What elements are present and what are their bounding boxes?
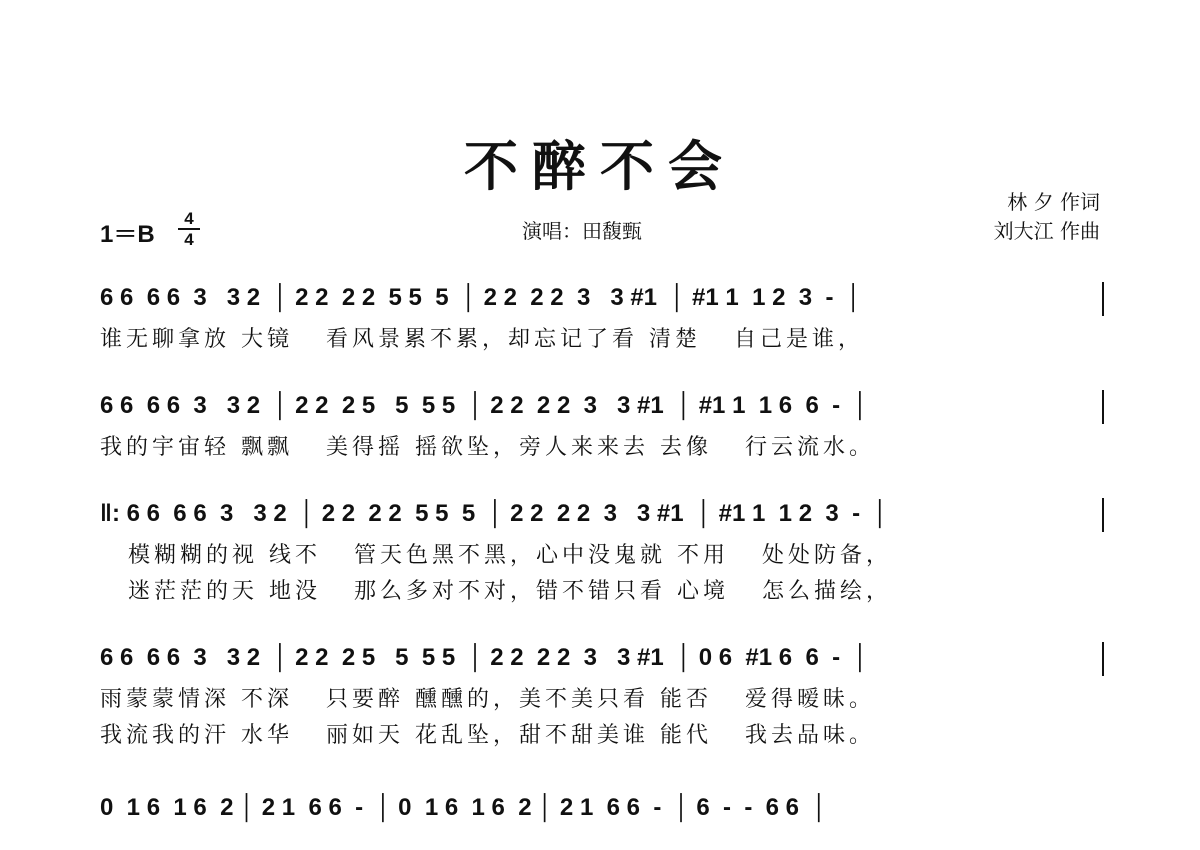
time-signature — [178, 210, 200, 248]
lyric-line-2: 我的宇宙轻 飘飘 美得摇 摇欲坠，旁人来来去 去像 行云流水。 — [100, 435, 875, 460]
lyric-line-1: 谁无聊拿放 大镜 看风景累不累，却忘记了看 清楚 自己是谁， — [100, 327, 864, 352]
notation-line-2: 6 6 6 6 3 3 2 │ 2 2 2 5 5 5 5 │ 2 2 2 2 3 3 #1 │ #1 1 1 6 6 - │ — [100, 392, 869, 419]
barline — [1102, 390, 1104, 424]
notation-line-4: 6 6 6 6 3 3 2 │ 2 2 2 5 5 5 5 │ 2 2 2 2 3 3 #1 │ 0 6 #1 6 6 - │ — [100, 644, 869, 671]
notation-line-3: ‖: 6 6 6 6 3 3 2 │ 2 2 2 2 5 5 5 │ 2 2 2 2 3 3 #1 │ #1 1 1 2 3 - │ — [100, 500, 889, 527]
notation-line-5: 0 1 6 1 6 2 │ 2 1 6 6 - │ 0 1 6 1 6 2 │ 2 1 6 6 - │ 6 - - 6 6 │ — [100, 794, 828, 821]
lyricist-credit: 林 夕 作词 — [1007, 190, 1100, 214]
composer-credit: 刘大江 作曲 — [993, 219, 1100, 243]
song-title: 不醉不会 — [464, 134, 736, 198]
key-signature: 1＝B — [100, 221, 155, 248]
singer-credit: 演唱：田馥甄 — [522, 219, 642, 243]
lyric-line-4-verse-1: 雨蒙蒙情深 不深 只要醉 醺醺的，美不美只看 能否 爱得暧昧。 — [100, 687, 875, 712]
barline — [1102, 642, 1104, 676]
time-signature-top: 4 — [184, 209, 194, 228]
time-signature-bottom: 4 — [184, 230, 194, 249]
lyric-line-4-verse-2: 我流我的汗 水华 丽如天 花乱坠，甜不甜美谁 能代 我去品味。 — [100, 723, 875, 748]
notation-line-1: 6 6 6 6 3 3 2 │ 2 2 2 2 5 5 5 │ 2 2 2 2 3 3 #1 │ #1 1 1 2 3 - │ — [100, 284, 862, 311]
barline — [1102, 498, 1104, 532]
lyric-line-3-verse-2: 迷茫茫的天 地没 那么多对不对，错不错只看 心境 怎么描绘， — [128, 579, 892, 604]
barline — [1102, 282, 1104, 316]
lyric-line-3-verse-1: 模糊糊的视 线不 管天色黑不黑，心中没鬼就 不用 处处防备， — [128, 543, 892, 568]
